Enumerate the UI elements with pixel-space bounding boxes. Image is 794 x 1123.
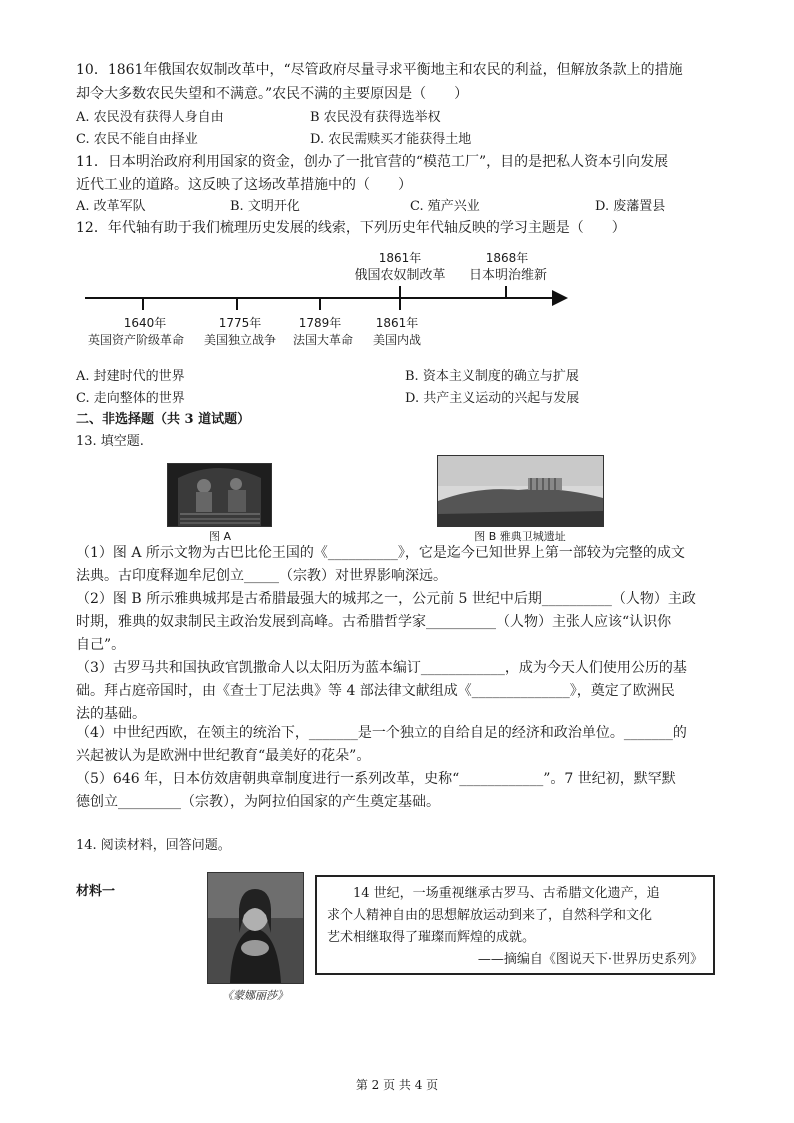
page-footer: 第 2 页 共 4 页 <box>355 1078 439 1092</box>
q10-option-b: B 农民没有获得选举权 <box>310 110 441 125</box>
q12-option-a: A. 封建时代的世界 <box>76 369 185 384</box>
q13-part5-line2: 德创立_________（宗教），为阿拉伯国家的产生奠定基础。 <box>76 794 440 810</box>
timeline-top2-year: 1868年 <box>485 251 529 265</box>
material-one-quote-box <box>315 875 715 975</box>
q10-stem-line2: 却令大多数农民失望和不满意。”农民不满的主要原因是（ ） <box>76 86 469 102</box>
q11-stem-line1: 11．日本明治政府利用国家的资金，创办了一批官营的“模范工厂”，目的是把私人资本引向发展 <box>76 154 669 170</box>
quote-line1: 14 世纪，一场重视继承古罗马、古希腊文化遗产，追 <box>353 886 660 901</box>
acropolis-image <box>437 455 604 527</box>
timeline-top1-year: 1861年 <box>378 251 422 265</box>
timeline-axis <box>80 283 580 313</box>
q10-option-a: A. 农民没有获得人身自由 <box>76 110 224 125</box>
q11-option-d: D. 废藩置县 <box>595 199 666 214</box>
quote-line2: 求个人精神自由的思想解放运动到来了，自然科学和文化 <box>327 908 653 923</box>
q13-part5-line1: （5）646 年，日本仿效唐朝典章制度进行一系列改革，史称“____________”。7 世纪初，默罕默 <box>76 771 676 787</box>
q14-title: 14. 阅读材料，回答问题。 <box>76 838 231 853</box>
timeline-top2-event: 日本明治维新 <box>468 268 547 283</box>
q11-option-b: B. 文明开化 <box>230 199 300 214</box>
timeline-b4-event: 美国内战 <box>372 333 421 347</box>
code-stele-image <box>167 463 272 527</box>
image-a-caption: 图 A <box>208 530 232 543</box>
q11-option-c: C. 殖产兴业 <box>410 199 480 214</box>
q13-part4-line1: （4）中世纪西欧，在领主的统治下，_______是一个独立的自给自足的经济和政治单位。_______的 <box>76 725 687 741</box>
q11-stem-line2: 近代工业的道路。这反映了这场改革措施中的（ ） <box>76 177 412 193</box>
q12-option-c: C. 走向整体的世界 <box>76 391 185 406</box>
q12-option-d: D. 共产主义运动的兴起与发展 <box>405 391 580 406</box>
image-b-caption: 图 B 雅典卫城遗址 <box>474 530 566 543</box>
mona-lisa-caption: 《蒙娜丽莎》 <box>222 989 288 1002</box>
timeline-b2-year: 1775年 <box>218 316 262 330</box>
q10-option-c: C. 农民不能自由择业 <box>76 132 198 147</box>
material-one-label: 材料一 <box>76 884 116 899</box>
q10-stem-line1: 10．1861年俄国农奴制改革中，“尽管政府尽量寻求平衡地主和农民的利益，但解放条款上的措施 <box>76 62 683 78</box>
q13-part1-line2: 法典。古印度释迦牟尼创立_____（宗教）对世界影响深远。 <box>76 568 447 584</box>
timeline-top1-event: 俄国农奴制改革 <box>354 268 446 283</box>
q13-title: 13. 填空题. <box>76 434 144 449</box>
q11-option-a: A. 改革军队 <box>76 199 146 214</box>
quote-source: ——摘编自《图说天下·世界历史系列》 <box>477 952 703 967</box>
q13-part3-line2: 础。拜占庭帝国时，由《查士丁尼法典》等 4 部法律文献组成《______________》，奠定了欧洲民 <box>76 683 675 699</box>
q13-part2-line2: 时期，雅典的奴隶制民主政治发展到高峰。古希腊哲学家__________（人物）主张人应该“认识你 <box>76 614 672 630</box>
timeline-b1-event: 英国资产阶级革命 <box>87 333 184 347</box>
q13-part1-line1: （1）图 A 所示文物为古巴比伦王国的《__________》，它是迄今已知世界上第一部较为完整的成文 <box>76 545 685 561</box>
q10-option-d: D. 农民需赎买才能获得土地 <box>310 132 472 147</box>
q12-stem: 12．年代轴有助于我们梳理历史发展的线索，下列历史年代轴反映的学习主题是（ ） <box>76 220 626 236</box>
mona-lisa-image <box>207 872 304 984</box>
q13-part3-line3: 法的基础。 <box>76 706 146 722</box>
timeline-b3-event: 法国大革命 <box>292 333 353 347</box>
q13-part2-line3: 自己”。 <box>76 637 126 653</box>
quote-line3: 艺术相继取得了璀璨而辉煌的成就。 <box>327 930 536 945</box>
timeline-b4-year: 1861年 <box>375 316 419 330</box>
timeline-b2-event: 美国独立战争 <box>203 333 276 347</box>
q12-option-b: B. 资本主义制度的确立与扩展 <box>405 369 579 384</box>
section-heading: 二、非选择题（共 3 道试题） <box>76 412 251 427</box>
q13-part3-line1: （3）古罗马共和国执政官凯撒命人以太阳历为蓝本编订____________，成为今天人们使用公历的基 <box>76 660 687 676</box>
q13-part4-line2: 兴起被认为是欧洲中世纪教育“最美好的花朵”。 <box>76 748 371 764</box>
timeline-b3-year: 1789年 <box>298 316 342 330</box>
timeline-b1-year: 1640年 <box>123 316 167 330</box>
q13-part2-line1: （2）图 B 所示雅典城邦是古希腊最强大的城邦之一，公元前 5 世纪中后期__________（人物）主政 <box>76 591 696 607</box>
